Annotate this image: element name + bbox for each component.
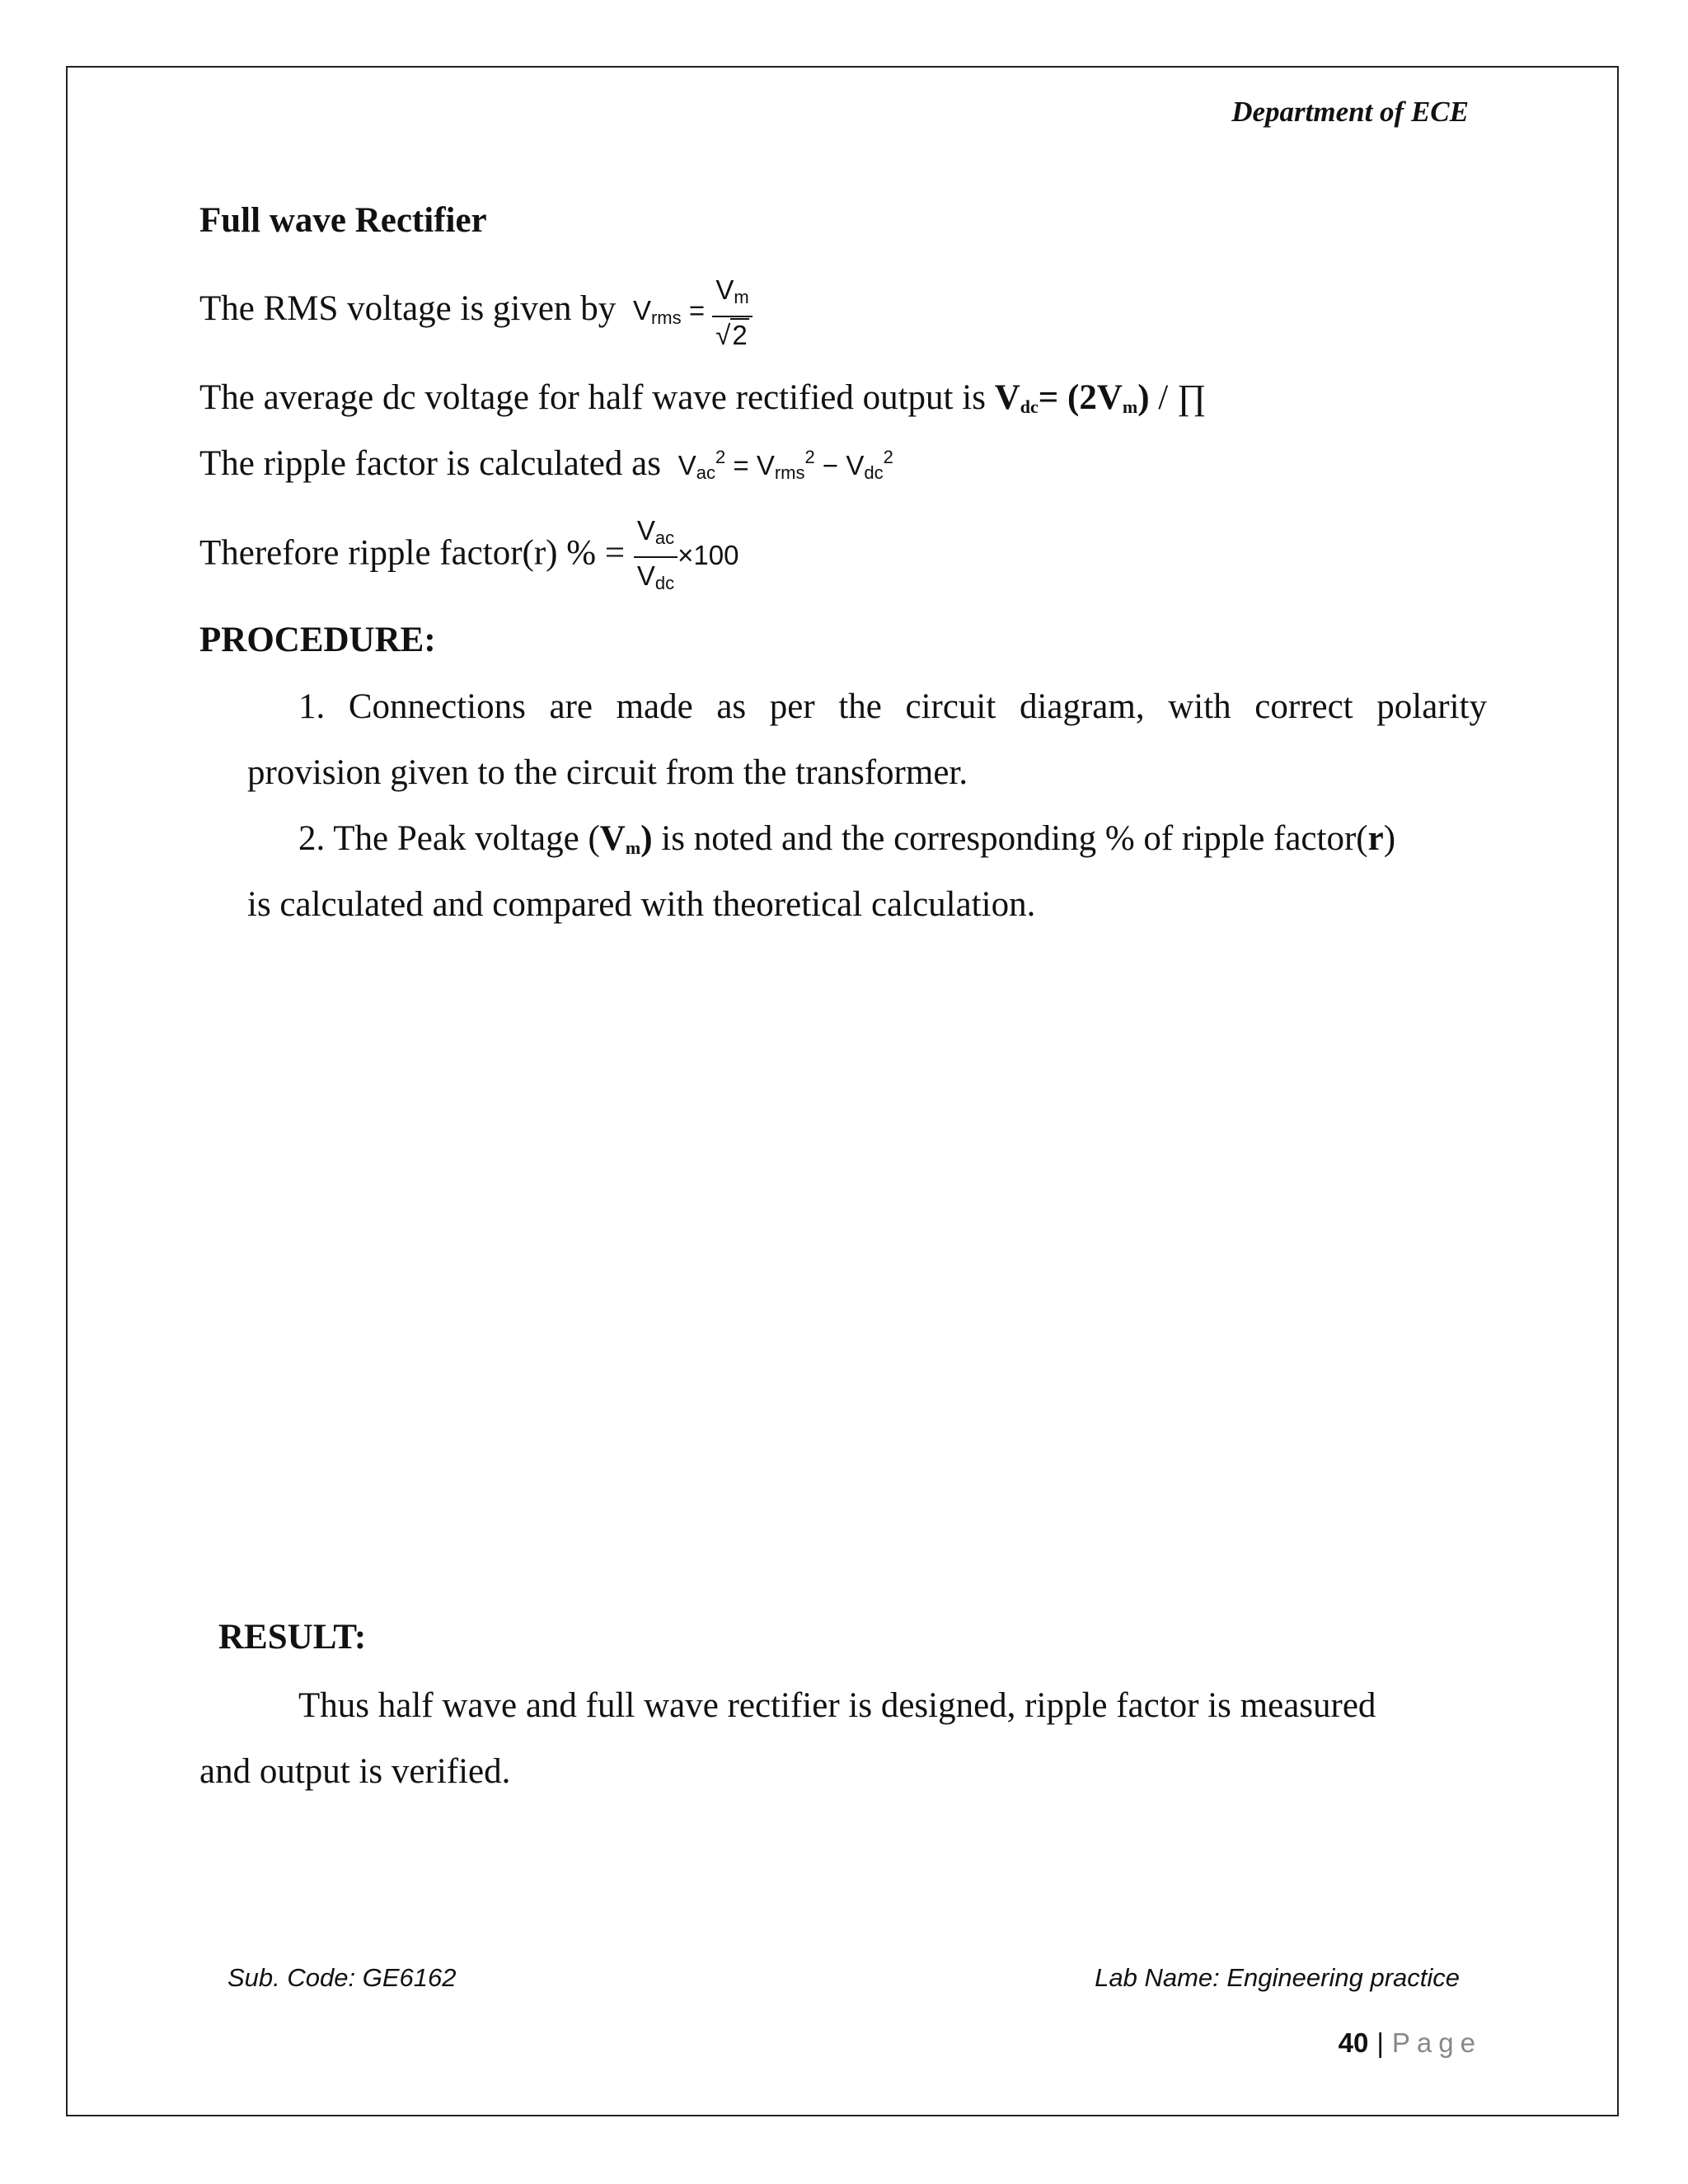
rms-voltage-line — [199, 272, 753, 354]
average-text: The average dc voltage for half wave rectified output is — [199, 378, 995, 417]
section-title: Full wave Rectifier — [199, 201, 487, 240]
page-number — [1339, 2027, 1482, 2059]
page-separator: | — [1376, 2027, 1384, 2058]
department-header: Department of ECE — [1231, 96, 1469, 128]
ripple-calc-text: The ripple factor is calculated as — [199, 444, 661, 483]
ripple-percent-formula — [634, 515, 739, 593]
procedure-heading: PROCEDURE: — [199, 621, 436, 659]
rms-numerator: $V_m$ — [712, 272, 752, 317]
footer-sub-code: Sub. Code: GE6162 — [227, 1963, 457, 1992]
procedure-step2-line2: is calculated and compared with theoretical calculation. — [247, 885, 1036, 924]
page-word: Page — [1391, 2027, 1482, 2058]
procedure-step2-line1: 2. The Peak voltage $(V_m)$ is noted and the corresponding % of ripple factor(r) — [298, 819, 1396, 858]
rms-denominator: √2 — [715, 320, 748, 350]
page-border — [66, 66, 1619, 2116]
ripple-fraction — [634, 513, 678, 602]
rms-formula — [632, 274, 753, 350]
rms-fraction — [712, 272, 752, 354]
procedure-step1-line1: 1. Connections are made as per the circuit diagram, with correct polarity — [298, 687, 1487, 726]
ripple-times-100: ×100 — [678, 539, 739, 570]
ripple-percent-line — [199, 513, 738, 602]
ripple-numerator: $V_{ac}$ — [634, 513, 678, 558]
result-line2: and output is verified. — [199, 1752, 511, 1791]
ripple-calc-formula: $V_{ac}^2 = V_{rms}^2 - V_{dc}^2$ — [678, 447, 893, 483]
rms-lhs: V — [632, 295, 651, 326]
ripple-calc-line — [199, 443, 893, 484]
average-voltage-line — [199, 377, 1206, 418]
page-number-value: 40 — [1338, 2027, 1369, 2058]
result-line1: Thus half wave and full wave rectifier is designed, ripple factor is measured — [298, 1686, 1376, 1725]
footer-lab-name: Lab Name: Engineering practice — [1095, 1963, 1460, 1992]
result-heading: RESULT: — [218, 1618, 367, 1657]
ripple-percent-text: Therefore ripple factor(r) % = — [199, 533, 626, 573]
average-tail: / ∏ — [1149, 378, 1207, 417]
rms-equals: = — [688, 295, 706, 326]
rms-lhs-sub: rms — [650, 307, 682, 329]
rms-text: The RMS voltage is given by — [199, 289, 617, 329]
ripple-denominator: $V_{dc}$ — [636, 560, 675, 593]
average-formula: $V_{dc}= (2V_m)$ — [994, 378, 1150, 417]
procedure-step1-line2: provision given to the circuit from the transformer. — [247, 753, 968, 792]
